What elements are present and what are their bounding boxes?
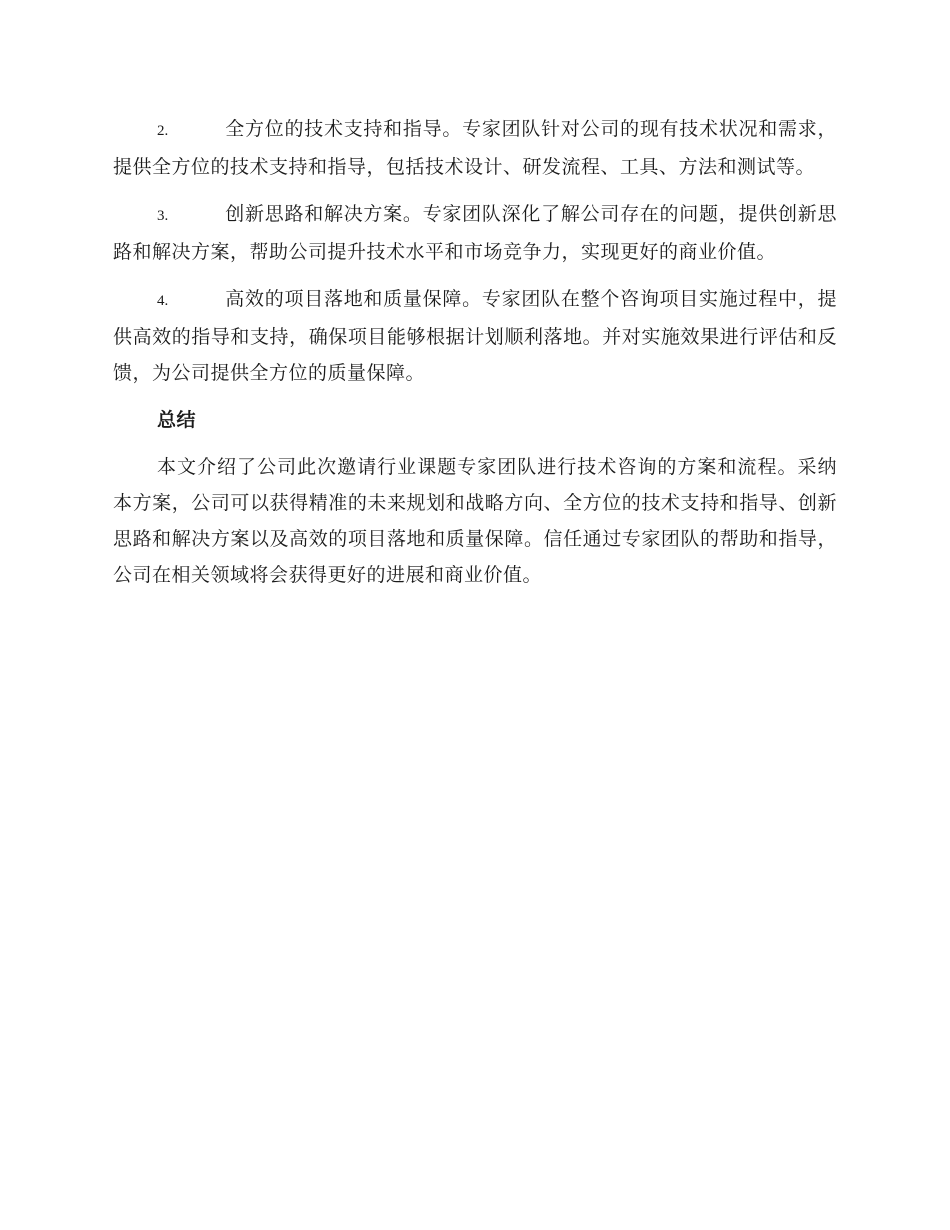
list-item-number: 4.	[157, 293, 169, 309]
list-item-number: 3.	[157, 208, 169, 224]
list-item	[113, 281, 837, 391]
list-item-text: 高效的项目落地和质量保障。专家团队在整个咨询项目实施过程中，提供高效的指导和支持，确保项目能够根据计划顺利落地。并对实施效果进行评估和反馈，为公司提供全方位的质量保障。	[113, 288, 837, 384]
list-item-text: 创新思路和解决方案。专家团队深化了解公司存在的问题，提供创新思路和解决方案，帮助公司提升技术水平和市场竞争力，实现更好的商业价值。	[113, 203, 837, 263]
list-item-text: 全方位的技术支持和指导。专家团队针对公司的现有技术状况和需求，提供全方位的技术支持和指导，包括技术设计、研发流程、工具、方法和测试等。	[113, 118, 837, 178]
document-body	[113, 111, 837, 593]
list-item	[113, 111, 837, 185]
list-item	[113, 196, 837, 270]
summary-paragraph: 本文介绍了公司此次邀请行业课题专家团队进行技术咨询的方案和流程。采纳本方案，公司可以获得精准的未来规划和战略方向、全方位的技术支持和指导、创新思路和解决方案以及高效的项目落地和质量保障。信任通过专家团队的帮助和指导，公司在相关领域将会获得更好的进展和商业价值。	[113, 456, 837, 586]
list-item-number: 2.	[157, 123, 169, 139]
summary-heading: 总结	[157, 409, 197, 431]
